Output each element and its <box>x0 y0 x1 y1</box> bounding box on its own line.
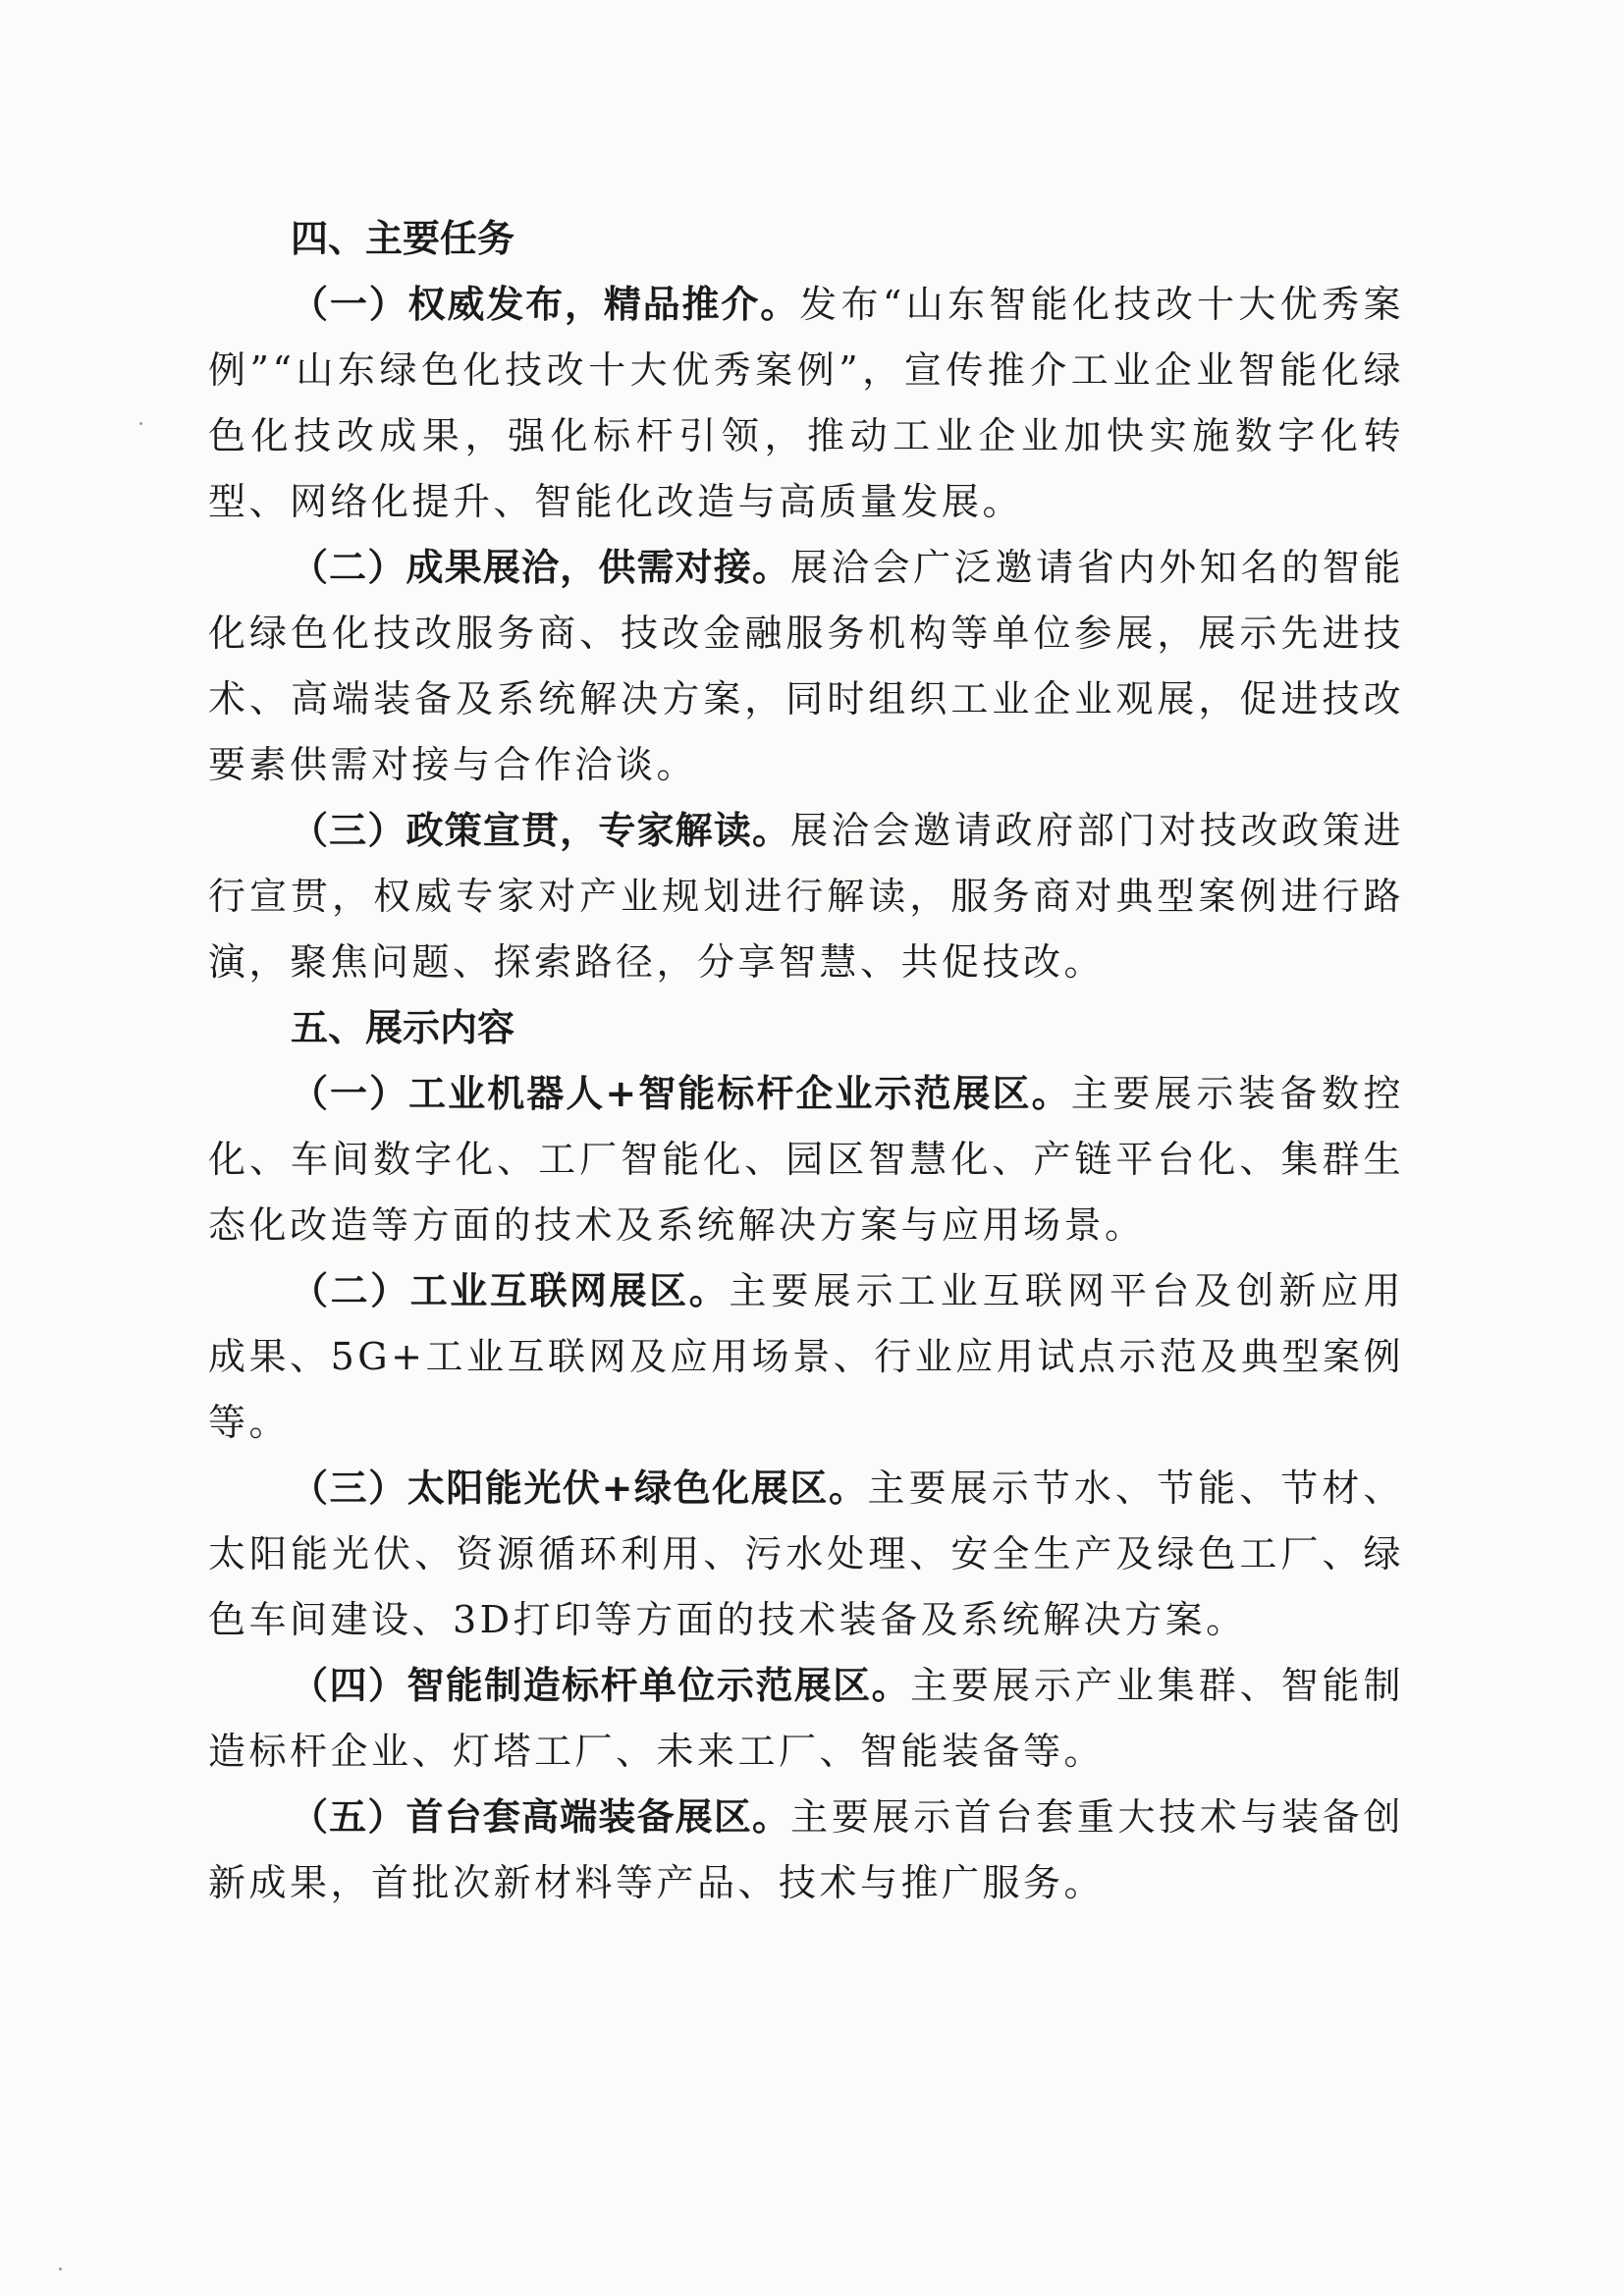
paragraph-lead: （二）工业互联网展区。 <box>291 1269 730 1312</box>
paragraph-task-1 <box>208 272 1404 535</box>
scan-speck <box>59 2268 62 2270</box>
paragraph-text: 展洽会广泛邀请省内外知名的智能化绿色化技改服务商、技改金融服务机构等单位参展，展示先进技术、高端装备及系统解决方案，同时组织工业企业观展，促进技改要素供需对接与合作洽谈。 <box>208 546 1404 786</box>
paragraph-zone-4 <box>208 1653 1404 1785</box>
paragraph-zone-5 <box>208 1785 1404 1916</box>
paragraph-lead: （四）智能制造标杆单位示范展区。 <box>291 1664 911 1707</box>
paragraph-text: 主要展示工业互联网平台及创新应用成果、5G+工业互联网及应用场景、行业应用试点示范及典型案例等。 <box>208 1269 1404 1444</box>
paragraph-text: 展洽会邀请政府部门对技改政策进行宣贯，权威专家对产业规划进行解读，服务商对典型案例进行路演，聚焦问题、探索路径，分享智慧、共促技改。 <box>208 809 1404 984</box>
paragraph-lead: （二）成果展洽，供需对接。 <box>291 546 791 589</box>
paragraph-lead: （一）工业机器人+智能标杆企业示范展区。 <box>291 1072 1071 1115</box>
paragraph-lead: （三）太阳能光伏+绿色化展区。 <box>291 1467 868 1510</box>
section-heading-exhibition-content: 五、展示内容 <box>291 1006 515 1049</box>
paragraph-lead: （三）政策宣贯，专家解读。 <box>291 809 791 852</box>
paragraph-text: 主要展示装备数控化、车间数字化、工厂智能化、园区智慧化、产链平台化、集群生态化改造等方面的技术及系统解决方案与应用场景。 <box>208 1072 1404 1247</box>
paragraph-text: 主要展示节水、节能、节材、太阳能光伏、资源循环利用、污水处理、安全生产及绿色工厂、绿色车间建设、3D打印等方面的技术装备及系统解决方案。 <box>208 1467 1404 1641</box>
paragraph-zone-3 <box>208 1456 1404 1653</box>
section-heading-main-tasks: 四、主要任务 <box>291 217 515 260</box>
paragraph-lead: （五）首台套高端装备展区。 <box>291 1795 791 1839</box>
paragraph-task-2 <box>208 535 1404 798</box>
paragraph-zone-2 <box>208 1258 1404 1456</box>
document-body <box>208 206 1404 1916</box>
paragraph-task-3 <box>208 798 1404 995</box>
paragraph-text: 主要展示产业集群、智能制造标杆企业、灯塔工厂、未来工厂、智能装备等。 <box>208 1664 1404 1773</box>
paragraph-text: 发布“山东智能化技改十大优秀案例”“山东绿色化技改十大优秀案例”，宣传推介工业企业智能化绿色化技改成果，强化标杆引领，推动工业企业加快实施数字化转型、网络化提升、智能化改造与高质量发展。 <box>208 283 1404 523</box>
paragraph-zone-1 <box>208 1061 1404 1258</box>
paragraph-lead: （一）权威发布，精品推介。 <box>291 283 800 326</box>
scan-speck <box>139 422 142 425</box>
paragraph-text: 主要展示首台套重大技术与装备创新成果，首批次新材料等产品、技术与推广服务。 <box>208 1795 1404 1904</box>
